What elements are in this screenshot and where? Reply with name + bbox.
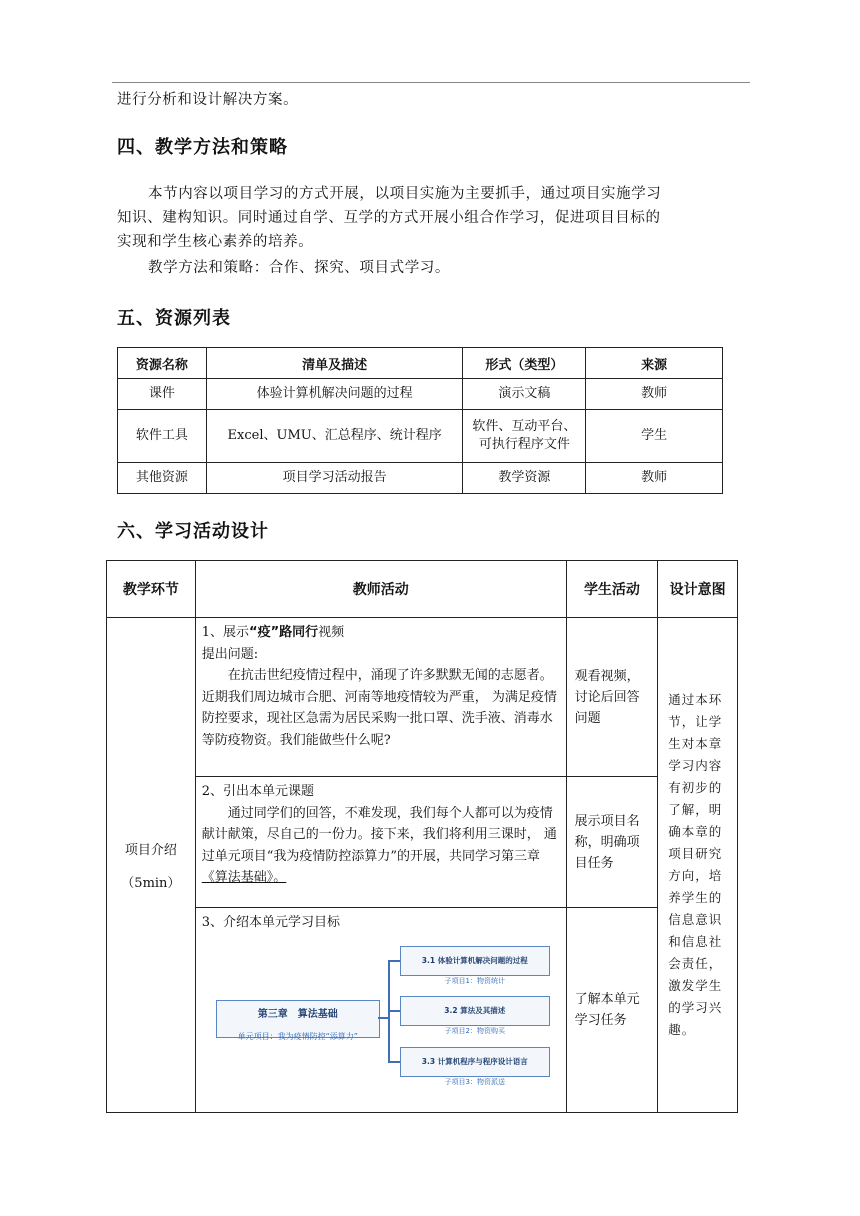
step2-body-wrap bbox=[202, 803, 560, 889]
resource-form: 教学资源 bbox=[463, 463, 586, 494]
section5-heading: 五、资源列表 bbox=[117, 308, 231, 329]
column-header: 清单及描述 bbox=[206, 348, 463, 379]
step1-title-bold: “疫”路同行 bbox=[249, 625, 319, 640]
unit-diagram-item bbox=[400, 996, 550, 1035]
section4-para1-line1: 本节内容以项目学习的方式开展，以项目实施为主要抓手，通过项目实施学习 bbox=[148, 186, 662, 202]
section4-para1-line2: 知识、建构知识。同时通过自学、互学的方式开展小组合作学习，促进项目目标的 bbox=[117, 210, 661, 226]
resource-name: 其他资源 bbox=[118, 463, 207, 494]
section4-para1-line3: 实现和学生核心素养的培养。 bbox=[117, 234, 314, 250]
unit-diagram-main-sub: 单元项目：我为疫情防控“添算力” bbox=[237, 1032, 358, 1041]
student-activity-3: 了解本单元学习任务 bbox=[566, 908, 658, 1113]
resource-name: 课件 bbox=[118, 379, 207, 410]
table-row bbox=[107, 908, 738, 1113]
column-header: 教师活动 bbox=[195, 561, 566, 618]
intro-tail-text: 进行分析和设计解决方案。 bbox=[117, 92, 299, 108]
column-header: 设计意图 bbox=[658, 561, 738, 618]
unit-diagram-main bbox=[216, 1000, 380, 1041]
unit-diagram-item-title: 3.3 计算机程序与程序设计语言 bbox=[421, 1056, 528, 1066]
column-header: 学生活动 bbox=[566, 561, 658, 618]
resource-desc: 项目学习活动报告 bbox=[206, 463, 463, 494]
activity-table bbox=[106, 560, 738, 1113]
section4-para2: 教学方法和策略：合作、探究、项目式学习。 bbox=[148, 260, 450, 276]
stage-name: 项目介绍 bbox=[124, 843, 177, 858]
resource-desc: 体验计算机解决问题的过程 bbox=[206, 379, 463, 410]
resource-form-line1: 软件、互动平台、 bbox=[472, 419, 577, 434]
connector-line bbox=[388, 1010, 400, 1012]
connector-line bbox=[388, 960, 400, 962]
table-row bbox=[118, 379, 723, 410]
student-activity-1: 观看视频，讨论后回答问题 bbox=[566, 618, 658, 777]
table-row bbox=[118, 463, 723, 494]
stage-cell bbox=[107, 618, 196, 1113]
unit-diagram-item-sub: 子项目1：物资统计 bbox=[444, 977, 505, 985]
resource-source: 学生 bbox=[586, 410, 723, 463]
unit-diagram-item bbox=[400, 1047, 550, 1086]
resource-form-line2: 可执行程序文件 bbox=[478, 437, 570, 452]
header-rule bbox=[112, 82, 750, 83]
activity-table-header bbox=[107, 561, 738, 618]
unit-diagram bbox=[210, 946, 550, 1086]
student-activity-2: 展示项目名称，明确项目任务 bbox=[566, 777, 658, 908]
table-row bbox=[118, 410, 723, 463]
resource-source: 教师 bbox=[586, 463, 723, 494]
connector-line bbox=[388, 1061, 400, 1063]
unit-diagram-main-title: 第三章 算法基础 bbox=[257, 1008, 338, 1020]
resource-table-header bbox=[118, 348, 723, 379]
resource-table bbox=[117, 347, 723, 494]
step1-title-prefix: 1、展示 bbox=[201, 625, 250, 640]
step3-title: 3、介绍本单元学习目标 bbox=[201, 915, 341, 930]
resource-desc: Excel、UMU、汇总程序、统计程序 bbox=[206, 410, 463, 463]
column-header: 资源名称 bbox=[118, 348, 207, 379]
resource-name: 软件工具 bbox=[118, 410, 207, 463]
table-row bbox=[107, 618, 738, 777]
unit-diagram-item-sub: 子项目3：物资派送 bbox=[444, 1078, 505, 1086]
step2-body: 通过同学们的回答，不难发现，我们每个人都可以为疫情献计献策，尽自己的一份力。接下来，我们将利用三课时， 通过单元项目“我为疫情防控添算力”的开展，共同学习第三章 bbox=[201, 805, 557, 864]
design-intent: 通过本环节，让学生对本章学习内容有初步的了解，明确本章的项目研究方向，培养学生的信息意识和信息社会责任，激发学生的学习兴趣。 bbox=[658, 618, 738, 1113]
section4-heading: 四、教学方法和策略 bbox=[117, 137, 288, 158]
resource-form bbox=[463, 410, 586, 463]
step2-end: 。 bbox=[273, 870, 287, 885]
unit-diagram-item bbox=[400, 946, 550, 985]
resource-source: 教师 bbox=[586, 379, 723, 410]
resource-form: 演示文稿 bbox=[463, 379, 586, 410]
step1-sub: 提出问题: bbox=[201, 646, 259, 662]
step1-body: 在抗击世纪疫情过程中，涌现了许多默默无闻的志愿者。近期我们周边城市合肥、河南等地疫情较为严重， 为满足疫情防控要求，现社区急需为居民采购一批口罩、洗手液、消毒水等防疫物资。我们能做些什么呢? bbox=[201, 668, 557, 748]
stage-time: （5min） bbox=[121, 876, 181, 891]
teacher-activity-2 bbox=[195, 777, 566, 908]
unit-diagram-item-title: 3.2 算法及其描述 bbox=[444, 1005, 506, 1015]
step2-title: 2、引出本单元课题 bbox=[201, 784, 315, 799]
column-header: 来源 bbox=[586, 348, 723, 379]
step2-book: 《算法基础》 bbox=[201, 870, 274, 885]
step1-title-suffix: 视频 bbox=[318, 625, 345, 640]
column-header: 形式（类型） bbox=[463, 348, 586, 379]
column-header: 教学环节 bbox=[107, 561, 196, 618]
teacher-activity-3 bbox=[195, 908, 566, 1113]
step1-title bbox=[202, 622, 560, 644]
table-row bbox=[107, 777, 738, 908]
section6-heading: 六、学习活动设计 bbox=[117, 521, 269, 542]
teacher-activity-1 bbox=[195, 618, 566, 777]
unit-diagram-item-sub: 子项目2：物资购买 bbox=[444, 1027, 505, 1035]
unit-diagram-item-title: 3.1 体验计算机解决问题的过程 bbox=[421, 955, 528, 965]
